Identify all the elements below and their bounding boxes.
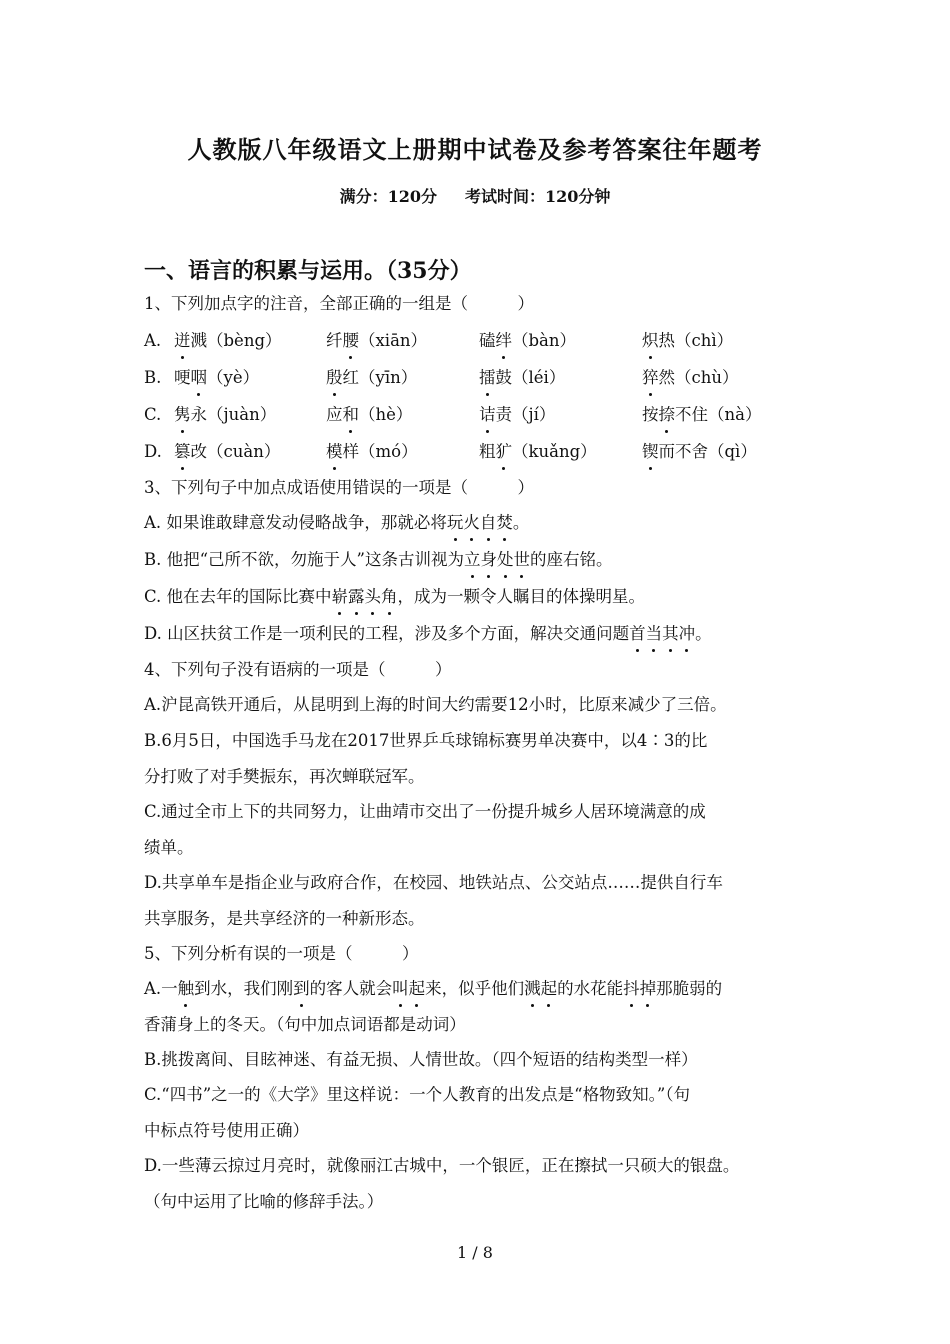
q3-option-c: C. 他在去年的国际比赛中崭露头角，成为一颗令人瞩目的体操明星。 [144,587,646,606]
q1-option-b-label: B. [144,368,162,387]
q5-option-c-cont: 中标点符号使用正确） [144,1121,309,1140]
q1-option-a-label: A. [144,331,162,350]
q1-b-item: 擂鼓（léi） [479,368,566,387]
q1-a-item: 磕绊（bàn） [479,331,577,350]
full-score: 满分：120分 [339,187,437,206]
q1-a-item: 纤腰（xiān） [326,331,428,350]
q5-option-d: D.一些薄云掠过月亮时，就像丽江古城中，一个银匠，正在擦拭一只硕大的银盘。 [144,1156,740,1175]
q5-option-c: C.“四书”之一的《大学》里这样说：一个人教育的出发点是“格物致知。”（句 [144,1085,691,1104]
q1-b-item: 猝然（chù） [642,368,739,387]
exam-time: 考试时间：120分钟 [465,187,611,206]
q1-c-item: 按捺不住（nà） [642,405,762,424]
q5-option-d-cont: （句中运用了比喻的修辞手法。） [144,1192,384,1211]
q4-option-c-cont: 绩单。 [144,838,194,857]
q4-option-b: B.6月5日，中国选手马龙在2017世界乒乓球锦标赛男单决赛中，以4∶3的比 [144,731,708,750]
q4-option-c: C.通过全市上下的共同努力，让曲靖市交出了一份提升城乡人居环境满意的成 [144,802,706,821]
page-title: 人教版八年级语文上册期中试卷及参考答案往年题考 [187,135,763,164]
q1-a-item: 迸溅（bèng） [174,331,282,350]
q1-b-item: 哽咽（yè） [174,368,260,387]
page-number: 1 / 8 [457,1243,493,1262]
q4-option-a: A.沪昆高铁开通后，从昆明到上海的时间大约需要12小时，比原来减少了三倍。 [144,695,727,714]
q3-option-a: A. 如果谁敢肆意发动侵略战争，那就必将玩火自焚。 [144,513,530,532]
q1-d-item: 模样（mó） [326,442,418,461]
q4-option-d-cont: 共享服务，是共享经济的一种新形态。 [144,909,425,928]
q1-c-item: 诘责（jí） [479,405,556,424]
q1-c-item: 应和（hè） [326,405,413,424]
q1-d-item: 锲而不舍（qì） [642,442,757,461]
q1-c-item: 隽永（juàn） [174,405,277,424]
q1-d-item: 篡改（cuàn） [174,442,281,461]
section-heading: 一、语言的积累与运用。（35分） [144,258,472,284]
q4-option-d: D.共享单车是指企业与政府合作，在校园、地铁站点、公交站点……提供自行车 [144,873,723,892]
q4-option-b-cont: 分打败了对手樊振东，再次蝉联冠军。 [144,767,425,786]
q3-option-d: D. 山区扶贫工作是一项利民的工程，涉及多个方面，解决交通问题首当其冲。 [144,624,712,643]
question-5-stem: 5、下列分析有误的一项是（ ） [144,944,419,963]
q1-a-item: 炽热（chì） [642,331,734,350]
q5-option-a: A.一触到水，我们刚到的客人就会叫起来，似乎他们溅起的水花能抖掉那脆弱的 [144,979,723,998]
q1-option-d-label: D. [144,442,162,461]
q5-option-a-cont: 香蒲身上的冬天。（句中加点词语都是动词） [144,1015,466,1034]
q1-d-item: 粗犷（kuǎng） [479,442,597,461]
question-4-stem: 4、下列句子没有语病的一项是（ ） [144,660,452,679]
exam-info [0,184,950,207]
question-1-stem: 1、下列加点字的注音，全部正确的一组是（ ） [144,294,534,313]
q1-option-c-label: C. [144,405,162,424]
q5-option-b: B.挑拨离间、目眩神迷、有益无损、人情世故。（四个短语的结构类型一样） [144,1050,698,1069]
q3-option-b: B. 他把“己所不欲，勿施于人”这条古训视为立身处世的座右铭。 [144,550,613,569]
question-3-stem: 3、下列句子中加点成语使用错误的一项是（ ） [144,478,534,497]
q1-b-item: 殷红（yīn） [326,368,418,387]
